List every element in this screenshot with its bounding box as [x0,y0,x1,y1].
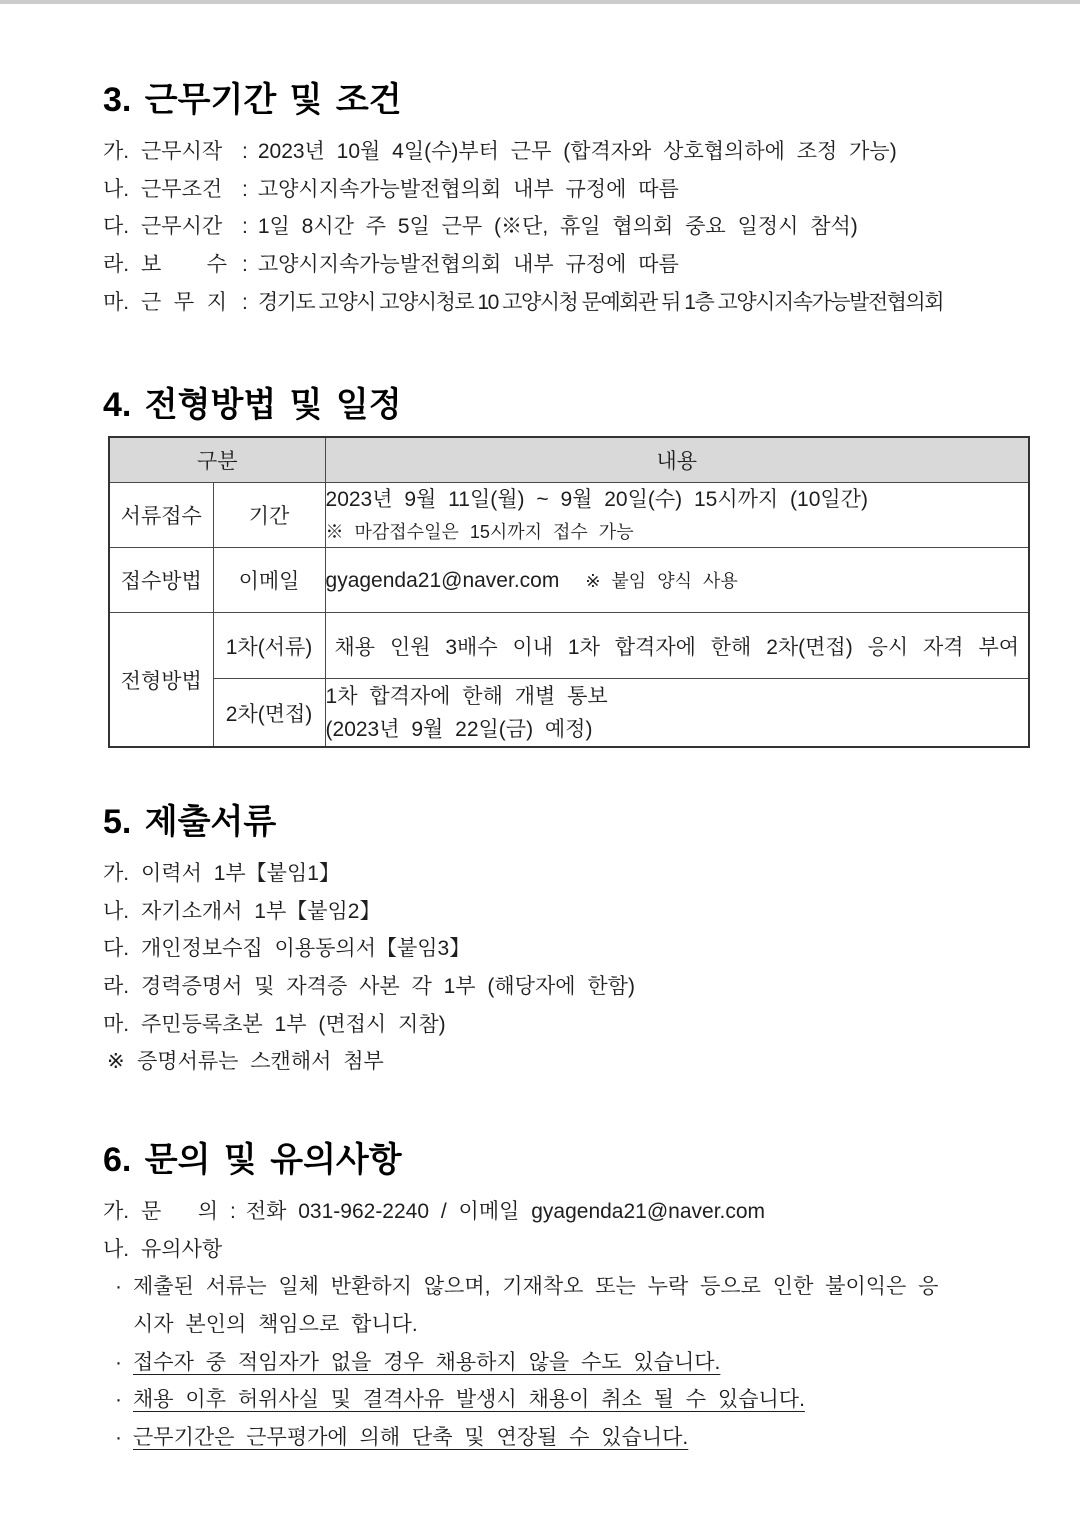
item-marker: 다. [103,215,130,239]
item-label: 근무시간 [141,215,223,239]
note-text: 채용 이후 허위사실 및 결격사유 발생시 채용이 취소 될 수 있습니다. [133,1388,805,1412]
item-value: 경기도 고양시 고양시청로 10 고양시청 문예회관 뒤 1층 고양시지속가능발전협의회 [257,290,943,314]
first-round-text: 채용 인원 3배수 이내 1차 합격자에 한해 2차(면접) 응시 자격 부여 [334,635,1020,659]
condition-terms [103,171,1043,209]
condition-location [103,284,1043,322]
item-value: 2023년 10월 4일(수)부터 근무 (합격자와 상호협의하에 조정 가능) [257,140,897,163]
note-text: 시자 본인의 책임으로 합니다. [133,1313,418,1337]
conditions-list [103,133,1043,321]
section-heading: 4. 전형방법 및 일정 [103,386,402,424]
item-text: 이력서 1부【붙임1】 [141,862,340,885]
table-row-second-round [109,679,1029,748]
table-header-content: 내용 [325,437,1029,483]
note-text: 근무기간은 근무평가에 의해 단축 및 연장될 수 있습니다. [133,1426,689,1450]
bullet-dot-icon: · [115,1388,122,1412]
item-value: 고양시지속가능발전협의회 내부 규정에 따름 [257,253,679,277]
section-work-period-conditions [103,78,1043,321]
item-marker: 나. [103,177,130,201]
item-text: 주민등록초본 1부 (면접시 지참) [141,1012,446,1036]
note-item [103,1344,1043,1382]
item-marker: 가. [103,140,130,163]
item-label: 근 무 지 [141,290,227,314]
item-separator: : [230,1200,236,1223]
item-label: 근무조건 [141,177,223,201]
note-item [103,1419,1043,1457]
item-label: 근무시작 [141,140,223,163]
inquiries-list [103,1193,1043,1457]
section-selection-schedule [103,383,1043,748]
item-text: 개인정보수집 이용동의서【붙임3】 [141,937,471,961]
document-item-privacy-consent [103,930,1043,968]
document-footnote [103,1043,1043,1081]
table-header-category: 구분 [109,437,325,483]
section-heading: 3. 근무기간 및 조건 [103,81,402,119]
cell-item: 이메일 [213,548,325,613]
section-inquiries-notes [103,1138,1043,1457]
application-period-text: 2023년 9월 11일(월) ~ 9월 20일(수) 15시까지 (10일간) [325,488,868,511]
cell-group: 서류접수 [109,483,213,548]
note-text: 접수자 중 적임자가 없을 경우 채용하지 않을 수도 있습니다. [133,1350,721,1374]
bullet-dot-icon: · [115,1350,122,1374]
item-separator: : [242,290,248,314]
item-marker: 가. [103,1200,130,1223]
table-row-application-period [109,483,1029,548]
table-row-first-round [109,613,1029,679]
item-separator: : [242,177,248,201]
cell-item: 2차(면접) [213,679,325,748]
cell-content [325,548,1029,613]
section-heading: 6. 문의 및 유의사항 [103,1141,402,1179]
item-text: 자기소개서 1부【붙임2】 [141,899,381,923]
item-marker: 다. [103,937,130,961]
item-marker: 나. [103,899,130,923]
second-round-date: (2023년 9월 22일(금) 예정) [325,717,593,741]
item-label: 문 의 [141,1200,218,1223]
item-marker: 나. [103,1237,130,1261]
notes-title: 유의사항 [141,1237,223,1261]
email-address: gyagenda21@naver.com [325,569,560,592]
item-text: 증명서류는 스캔해서 첨부 [137,1050,384,1074]
item-value: 고양시지속가능발전협의회 내부 규정에 따름 [257,177,679,201]
cell-group: 전형방법 [109,613,213,748]
item-separator: : [242,215,248,239]
note-text: 제출된 서류는 일체 반환하지 않으며, 기재착오 또는 누락 등으로 인한 불이익은 응 [133,1275,939,1299]
form-note: ※ 붙임 양식 사용 [585,571,738,591]
bullet-dot-icon: · [115,1426,122,1450]
bullet-dot-icon: · [115,1275,122,1299]
condition-hours [103,208,1043,246]
section-required-documents [103,800,1043,1081]
condition-pay [103,246,1043,284]
cell-group: 접수방법 [109,548,213,613]
contact-value: 전화 031-962-2240 / 이메일 gyagenda21@naver.com [245,1200,766,1223]
top-edge-bar [0,0,1080,4]
document-item-certificates [103,968,1043,1006]
cell-content [325,483,1029,548]
cell-item: 1차(서류) [213,613,325,679]
item-marker: 마. [103,290,130,314]
item-marker: 라. [103,975,130,999]
notes-title-line [103,1231,1043,1269]
note-item [103,1381,1043,1419]
reference-mark: ※ [107,1050,125,1074]
table-header-row [109,437,1029,483]
cell-item: 기간 [213,483,325,548]
note-item-continuation [103,1306,1043,1344]
second-round-text: 1차 합격자에 한해 개별 통보 [325,684,608,708]
item-separator: : [242,253,248,277]
selection-schedule-table [108,436,1030,748]
item-separator: : [242,140,248,163]
table-row-application-method [109,548,1029,613]
cell-content [325,613,1029,679]
deadline-note: ※ 마감접수일은 15시까지 접수 가능 [325,522,634,542]
documents-list [103,855,1043,1081]
table-body [109,483,1029,748]
section-heading: 5. 제출서류 [103,803,277,841]
item-marker: 라. [103,253,130,277]
document-item-resident-register [103,1006,1043,1044]
item-value: 1일 8시간 주 5일 근무 (※단, 휴일 협의회 중요 일정시 참석) [257,215,858,239]
document-item-cover-letter [103,893,1043,931]
contact-line [103,1193,1043,1231]
item-label: 보 수 [141,253,227,277]
condition-start [103,133,1043,171]
table-head [109,437,1029,483]
item-marker: 마. [103,1012,130,1036]
document-item-resume [103,855,1043,893]
item-text: 경력증명서 및 자격증 사본 각 1부 (해당자에 한함) [141,975,635,999]
note-item [103,1268,1043,1306]
cell-content [325,679,1029,748]
item-marker: 가. [103,862,130,885]
